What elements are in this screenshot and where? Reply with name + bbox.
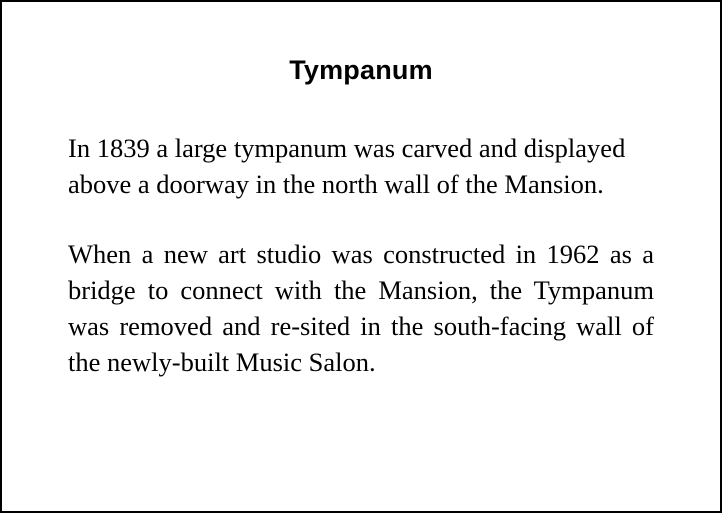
body-paragraph-1: In 1839 a large tympanum was carved and displayed above a doorway in the north wall of the Mansion.: [68, 133, 626, 199]
slide-body: [68, 130, 654, 380]
body-paragraph-2: When a new art studio was constructed in 1962 as a bridge to connect with the Mansion, the Tympanum was removed and re-sited in the south-facing wall of the newly-built Music Salon.: [68, 239, 654, 377]
page-title: Tympanum: [289, 55, 433, 85]
